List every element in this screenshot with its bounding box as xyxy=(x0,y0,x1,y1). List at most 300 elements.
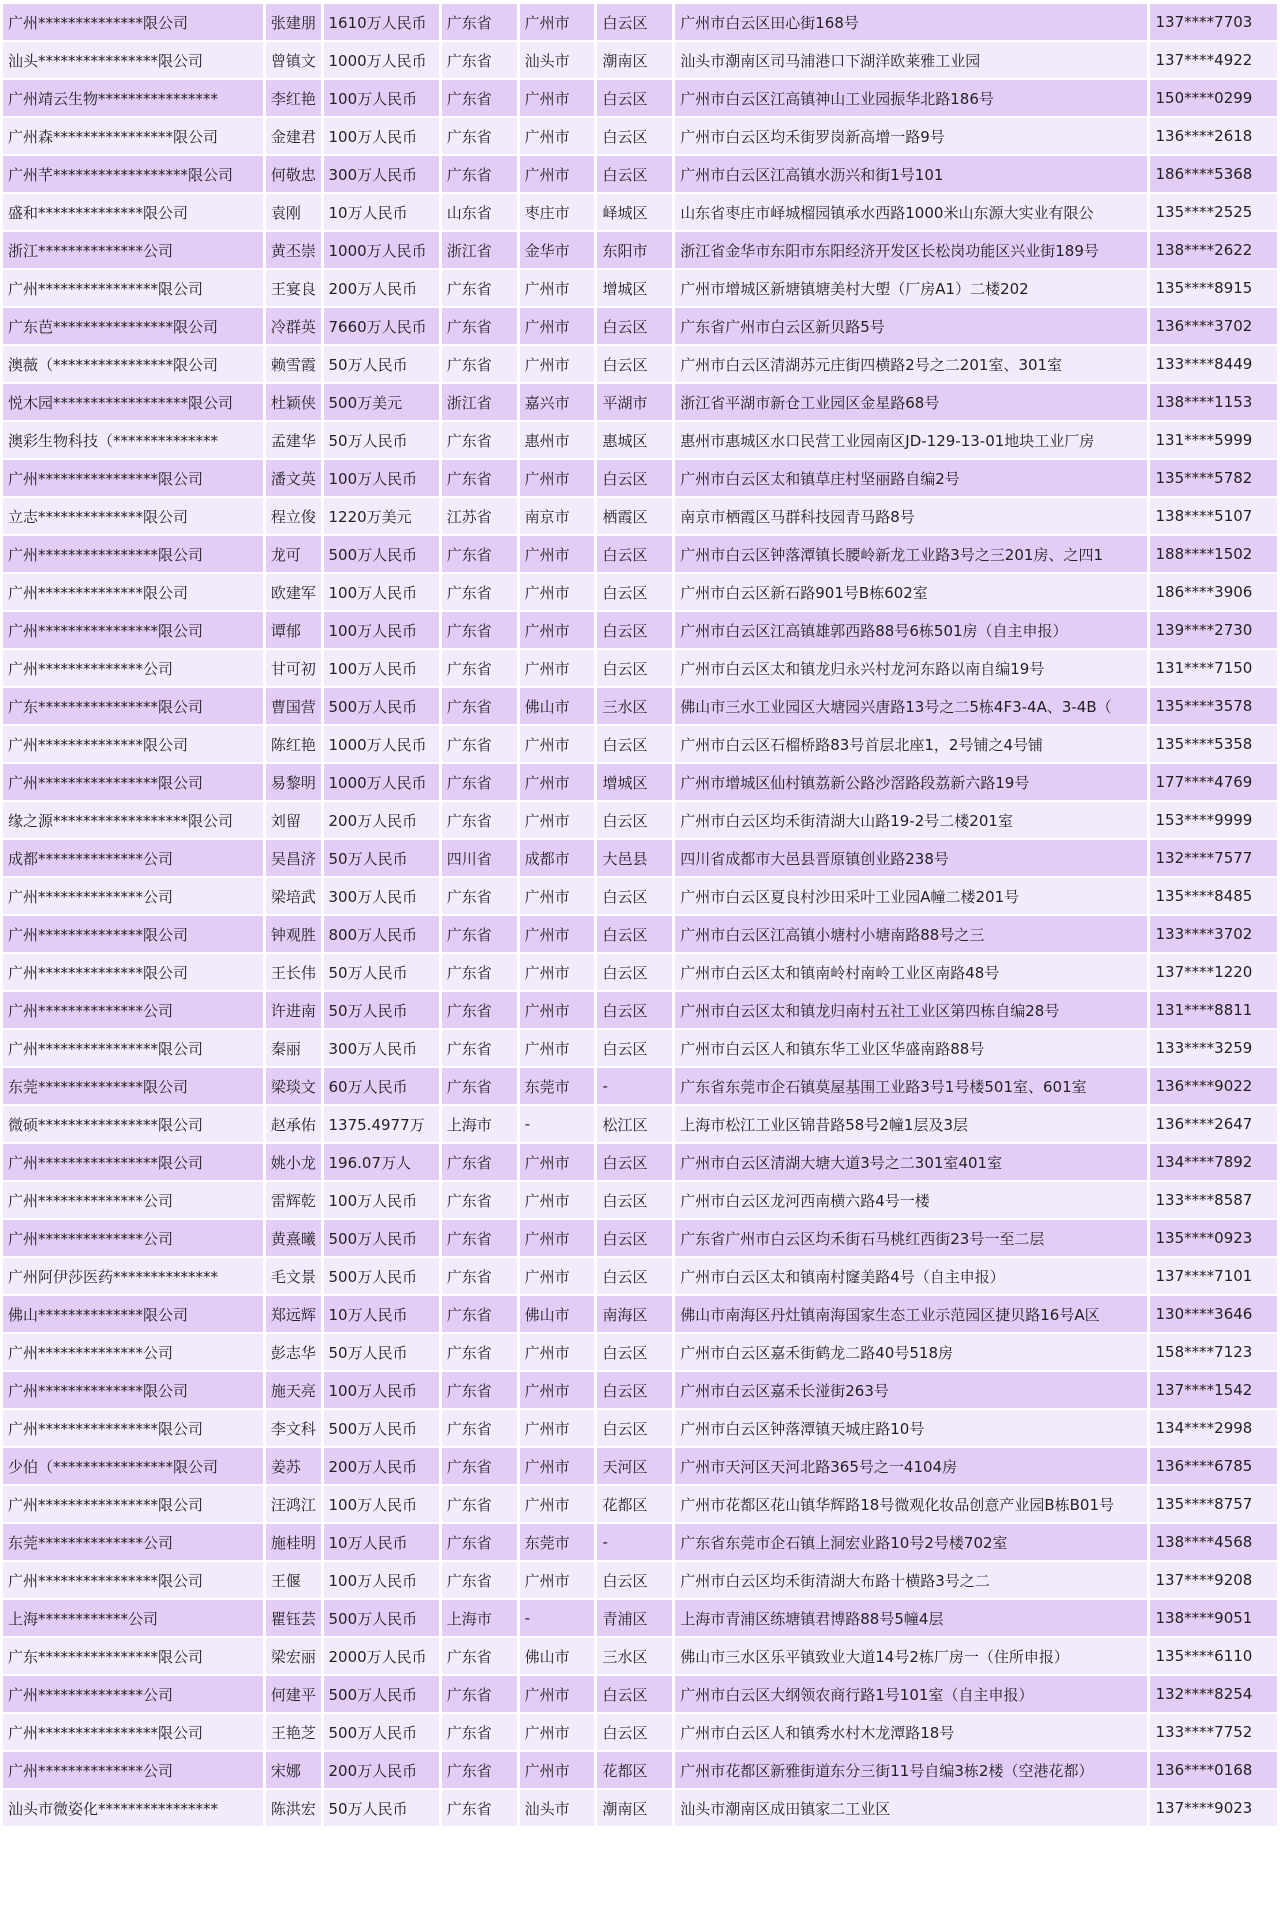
city-cell: 广州市 xyxy=(520,574,595,612)
registered-capital-cell: 1610万人民币 xyxy=(324,4,439,42)
address-cell: 广州市白云区新石路901号B栋602室 xyxy=(675,574,1146,612)
city-cell: 广州市 xyxy=(520,1220,595,1258)
table-row xyxy=(3,1638,1277,1676)
city-cell: 广州市 xyxy=(520,650,595,688)
district-cell: 白云区 xyxy=(597,1676,672,1714)
city-cell: 佛山市 xyxy=(520,688,595,726)
district-cell: 白云区 xyxy=(597,346,672,384)
registered-capital-cell: 100万人民币 xyxy=(324,1486,439,1524)
city-cell: 广州市 xyxy=(520,1334,595,1372)
registered-capital-cell: 500万人民币 xyxy=(324,688,439,726)
city-cell: 汕头市 xyxy=(520,1790,595,1828)
province-cell: 广东省 xyxy=(442,1068,517,1106)
registered-capital-cell: 300万人民币 xyxy=(324,878,439,916)
registered-capital-cell: 1220万美元 xyxy=(324,498,439,536)
contact-person-cell: 瞿钰芸 xyxy=(266,1600,321,1638)
province-cell: 广东省 xyxy=(442,1372,517,1410)
contact-person-cell: 梁琰文 xyxy=(266,1068,321,1106)
company-cell: 成都**************公司 xyxy=(3,840,263,878)
province-cell: 广东省 xyxy=(442,1258,517,1296)
table-row xyxy=(3,232,1277,270)
contact-person-cell: 施桂明 xyxy=(266,1524,321,1562)
contact-person-cell: 袁刚 xyxy=(266,194,321,232)
phone-cell: 136****3702 xyxy=(1150,308,1277,346)
contact-person-cell: 毛文景 xyxy=(266,1258,321,1296)
phone-cell: 137****1542 xyxy=(1150,1372,1277,1410)
city-cell: 汕头市 xyxy=(520,42,595,80)
city-cell: 广州市 xyxy=(520,1752,595,1790)
address-cell: 广州市白云区太和镇龙归南村五社工业区第四栋自编28号 xyxy=(675,992,1146,1030)
address-cell: 广州市白云区清湖苏元庄街四横路2号之二201室、301室 xyxy=(675,346,1146,384)
company-cell: 广州**************公司 xyxy=(3,1334,263,1372)
district-cell: 青浦区 xyxy=(597,1600,672,1638)
district-cell: 白云区 xyxy=(597,536,672,574)
address-cell: 佛山市三水工业园区大塘园兴唐路13号之二5栋4F3-4A、3-4B（ xyxy=(675,688,1146,726)
registered-capital-cell: 50万人民币 xyxy=(324,1790,439,1828)
table-row xyxy=(3,1106,1277,1144)
address-cell: 广州市白云区人和镇东华工业区华盛南路88号 xyxy=(675,1030,1146,1068)
company-cell: 少伯（****************限公司 xyxy=(3,1448,263,1486)
phone-cell: 131****7150 xyxy=(1150,650,1277,688)
registered-capital-cell: 50万人民币 xyxy=(324,422,439,460)
contact-person-cell: 黄丕崇 xyxy=(266,232,321,270)
province-cell: 广东省 xyxy=(442,1448,517,1486)
district-cell: 白云区 xyxy=(597,878,672,916)
province-cell: 广东省 xyxy=(442,4,517,42)
address-cell: 广东省东莞市企石镇莫屋基围工业路3号1号楼501室、601室 xyxy=(675,1068,1146,1106)
company-cell: 广州**************公司 xyxy=(3,878,263,916)
address-cell: 广州市白云区龙河西南横六路4号一楼 xyxy=(675,1182,1146,1220)
registered-capital-cell: 1000万人民币 xyxy=(324,232,439,270)
address-cell: 广州市白云区江高镇水沥兴和街1号101 xyxy=(675,156,1146,194)
city-cell: 广州市 xyxy=(520,346,595,384)
table-row xyxy=(3,460,1277,498)
registered-capital-cell: 500万美元 xyxy=(324,384,439,422)
company-cell: 广州****************限公司 xyxy=(3,1030,263,1068)
table-row xyxy=(3,384,1277,422)
city-cell: 广州市 xyxy=(520,954,595,992)
phone-cell: 136****2618 xyxy=(1150,118,1277,156)
phone-cell: 136****6785 xyxy=(1150,1448,1277,1486)
contact-person-cell: 冷群英 xyxy=(266,308,321,346)
company-cell: 广州****************限公司 xyxy=(3,1144,263,1182)
contact-person-cell: 赖雪霞 xyxy=(266,346,321,384)
province-cell: 广东省 xyxy=(442,916,517,954)
company-cell: 澳薇（****************限公司 xyxy=(3,346,263,384)
province-cell: 广东省 xyxy=(442,460,517,498)
phone-cell: 133****7752 xyxy=(1150,1714,1277,1752)
city-cell: 东莞市 xyxy=(520,1524,595,1562)
phone-cell: 135****3578 xyxy=(1150,688,1277,726)
district-cell: 白云区 xyxy=(597,1220,672,1258)
city-cell: 广州市 xyxy=(520,1030,595,1068)
registered-capital-cell: 300万人民币 xyxy=(324,156,439,194)
contact-person-cell: 孟建华 xyxy=(266,422,321,460)
province-cell: 广东省 xyxy=(442,1752,517,1790)
address-cell: 浙江省金华市东阳市东阳经济开发区长松岗功能区兴业街189号 xyxy=(675,232,1146,270)
registered-capital-cell: 500万人民币 xyxy=(324,1600,439,1638)
registered-capital-cell: 100万人民币 xyxy=(324,1182,439,1220)
registered-capital-cell: 10万人民币 xyxy=(324,1296,439,1334)
company-cell: 上海************公司 xyxy=(3,1600,263,1638)
district-cell: 峄城区 xyxy=(597,194,672,232)
city-cell: 佛山市 xyxy=(520,1296,595,1334)
contact-person-cell: 金建君 xyxy=(266,118,321,156)
address-cell: 广州市白云区田心街168号 xyxy=(675,4,1146,42)
company-cell: 汕头****************限公司 xyxy=(3,42,263,80)
district-cell: 潮南区 xyxy=(597,42,672,80)
address-cell: 广州市白云区夏良村沙田采叶工业园A幢二楼201号 xyxy=(675,878,1146,916)
address-cell: 广州市增城区仙村镇荔新公路沙滘路段荔新六路19号 xyxy=(675,764,1146,802)
district-cell: 白云区 xyxy=(597,650,672,688)
contact-person-cell: 刘留 xyxy=(266,802,321,840)
phone-cell: 134****2998 xyxy=(1150,1410,1277,1448)
company-cell: 广东芭****************限公司 xyxy=(3,308,263,346)
district-cell: 花都区 xyxy=(597,1486,672,1524)
district-cell: 白云区 xyxy=(597,1714,672,1752)
province-cell: 广东省 xyxy=(442,1790,517,1828)
address-cell: 广州市白云区太和镇南村窿美路4号（自主申报） xyxy=(675,1258,1146,1296)
province-cell: 广东省 xyxy=(442,954,517,992)
address-cell: 广东省东莞市企石镇上洞宏业路10号2号楼702室 xyxy=(675,1524,1146,1562)
registered-capital-cell: 500万人民币 xyxy=(324,1220,439,1258)
province-cell: 广东省 xyxy=(442,118,517,156)
contact-person-cell: 曹国营 xyxy=(266,688,321,726)
city-cell: 广州市 xyxy=(520,270,595,308)
company-cell: 广州**************限公司 xyxy=(3,1372,263,1410)
table-row xyxy=(3,1562,1277,1600)
city-cell: 佛山市 xyxy=(520,1638,595,1676)
city-cell: 广州市 xyxy=(520,726,595,764)
contact-person-cell: 张建朋 xyxy=(266,4,321,42)
city-cell: 广州市 xyxy=(520,156,595,194)
table-row xyxy=(3,4,1277,42)
phone-cell: 138****4568 xyxy=(1150,1524,1277,1562)
company-cell: 缘之源******************限公司 xyxy=(3,802,263,840)
company-cell: 悦木园******************限公司 xyxy=(3,384,263,422)
address-cell: 广州市白云区石榴桥路83号首层北座1，2号铺之4号铺 xyxy=(675,726,1146,764)
table-row xyxy=(3,612,1277,650)
city-cell: 广州市 xyxy=(520,1258,595,1296)
company-cell: 广州**************限公司 xyxy=(3,954,263,992)
province-cell: 山东省 xyxy=(442,194,517,232)
table-row xyxy=(3,1486,1277,1524)
phone-cell: 186****3906 xyxy=(1150,574,1277,612)
city-cell: 广州市 xyxy=(520,80,595,118)
district-cell: - xyxy=(597,1524,672,1562)
phone-cell: 132****7577 xyxy=(1150,840,1277,878)
phone-cell: 137****9208 xyxy=(1150,1562,1277,1600)
company-cell: 佛山**************限公司 xyxy=(3,1296,263,1334)
province-cell: 广东省 xyxy=(442,574,517,612)
company-cell: 广州****************限公司 xyxy=(3,612,263,650)
phone-cell: 137****7101 xyxy=(1150,1258,1277,1296)
contact-person-cell: 陈洪宏 xyxy=(266,1790,321,1828)
table-row xyxy=(3,840,1277,878)
phone-cell: 137****9023 xyxy=(1150,1790,1277,1828)
contact-person-cell: 曾镇文 xyxy=(266,42,321,80)
address-cell: 广州市白云区江高镇小塘村小塘南路88号之三 xyxy=(675,916,1146,954)
contact-person-cell: 王宴良 xyxy=(266,270,321,308)
phone-cell: 139****2730 xyxy=(1150,612,1277,650)
table-row xyxy=(3,1030,1277,1068)
table-row xyxy=(3,764,1277,802)
contact-person-cell: 宋娜 xyxy=(266,1752,321,1790)
table-row xyxy=(3,498,1277,536)
registered-capital-cell: 10万人民币 xyxy=(324,194,439,232)
table-row xyxy=(3,1068,1277,1106)
province-cell: 广东省 xyxy=(442,688,517,726)
city-cell: 广州市 xyxy=(520,460,595,498)
contact-person-cell: 陈红艳 xyxy=(266,726,321,764)
contact-person-cell: 程立俊 xyxy=(266,498,321,536)
registered-capital-cell: 196.07万人 xyxy=(324,1144,439,1182)
phone-cell: 188****1502 xyxy=(1150,536,1277,574)
district-cell: 白云区 xyxy=(597,954,672,992)
registered-capital-cell: 1000万人民币 xyxy=(324,42,439,80)
registered-capital-cell: 500万人民币 xyxy=(324,536,439,574)
contact-person-cell: 彭志华 xyxy=(266,1334,321,1372)
address-cell: 广州市白云区大纲领农商行路1号101室（自主申报） xyxy=(675,1676,1146,1714)
contact-person-cell: 许进南 xyxy=(266,992,321,1030)
address-cell: 南京市栖霞区马群科技园青马路8号 xyxy=(675,498,1146,536)
registered-capital-cell: 100万人民币 xyxy=(324,1562,439,1600)
contact-person-cell: 王艳芝 xyxy=(266,1714,321,1752)
address-cell: 广州市白云区均禾街罗岗新高增一路9号 xyxy=(675,118,1146,156)
table-row xyxy=(3,1600,1277,1638)
address-cell: 广州市白云区太和镇龙归永兴村龙河东路以南自编19号 xyxy=(675,650,1146,688)
registered-capital-cell: 1375.4977万 xyxy=(324,1106,439,1144)
city-cell: 成都市 xyxy=(520,840,595,878)
registered-capital-cell: 200万人民币 xyxy=(324,1448,439,1486)
contact-person-cell: 王长伟 xyxy=(266,954,321,992)
district-cell: 白云区 xyxy=(597,1182,672,1220)
city-cell: 广州市 xyxy=(520,1182,595,1220)
table-row xyxy=(3,536,1277,574)
district-cell: 白云区 xyxy=(597,726,672,764)
phone-cell: 137****1220 xyxy=(1150,954,1277,992)
company-cell: 东莞**************限公司 xyxy=(3,1068,263,1106)
contact-person-cell: 郑远辉 xyxy=(266,1296,321,1334)
company-cell: 广州**************公司 xyxy=(3,650,263,688)
province-cell: 四川省 xyxy=(442,840,517,878)
province-cell: 广东省 xyxy=(442,270,517,308)
contact-person-cell: 雷辉乾 xyxy=(266,1182,321,1220)
table-row xyxy=(3,1144,1277,1182)
province-cell: 广东省 xyxy=(442,802,517,840)
city-cell: 广州市 xyxy=(520,764,595,802)
province-cell: 广东省 xyxy=(442,612,517,650)
registered-capital-cell: 60万人民币 xyxy=(324,1068,439,1106)
company-cell: 广州**************限公司 xyxy=(3,4,263,42)
address-cell: 四川省成都市大邑县晋原镇创业路238号 xyxy=(675,840,1146,878)
contact-person-cell: 王偃 xyxy=(266,1562,321,1600)
city-cell: 惠州市 xyxy=(520,422,595,460)
province-cell: 广东省 xyxy=(442,346,517,384)
address-cell: 广州市花都区花山镇华辉路18号微观化妆品创意产业园B栋B01号 xyxy=(675,1486,1146,1524)
phone-cell: 133****8587 xyxy=(1150,1182,1277,1220)
province-cell: 广东省 xyxy=(442,992,517,1030)
phone-cell: 135****6110 xyxy=(1150,1638,1277,1676)
province-cell: 广东省 xyxy=(442,1144,517,1182)
address-cell: 广东省广州市白云区新贝路5号 xyxy=(675,308,1146,346)
phone-cell: 135****5782 xyxy=(1150,460,1277,498)
registered-capital-cell: 100万人民币 xyxy=(324,118,439,156)
district-cell: 白云区 xyxy=(597,80,672,118)
registered-capital-cell: 500万人民币 xyxy=(324,1258,439,1296)
district-cell: 白云区 xyxy=(597,1144,672,1182)
company-records-table xyxy=(0,4,1280,1828)
registered-capital-cell: 7660万人民币 xyxy=(324,308,439,346)
phone-cell: 137****7703 xyxy=(1150,4,1277,42)
phone-cell: 138****9051 xyxy=(1150,1600,1277,1638)
province-cell: 广东省 xyxy=(442,764,517,802)
contact-person-cell: 甘可初 xyxy=(266,650,321,688)
district-cell: 天河区 xyxy=(597,1448,672,1486)
table-row xyxy=(3,118,1277,156)
company-cell: 微硕****************限公司 xyxy=(3,1106,263,1144)
district-cell: 潮南区 xyxy=(597,1790,672,1828)
address-cell: 广州市花都区新雅街道东分三街11号自编3栋2楼（空港花都） xyxy=(675,1752,1146,1790)
phone-cell: 134****7892 xyxy=(1150,1144,1277,1182)
province-cell: 广东省 xyxy=(442,536,517,574)
registered-capital-cell: 50万人民币 xyxy=(324,346,439,384)
registered-capital-cell: 100万人民币 xyxy=(324,650,439,688)
company-cell: 广州**************公司 xyxy=(3,1220,263,1258)
district-cell: 白云区 xyxy=(597,156,672,194)
address-cell: 广州市白云区嘉禾街鹤龙二路40号518房 xyxy=(675,1334,1146,1372)
address-cell: 上海市青浦区练塘镇君博路88号5幢4层 xyxy=(675,1600,1146,1638)
table-row xyxy=(3,1448,1277,1486)
city-cell: 广州市 xyxy=(520,536,595,574)
district-cell: 白云区 xyxy=(597,916,672,954)
phone-cell: 186****5368 xyxy=(1150,156,1277,194)
registered-capital-cell: 10万人民币 xyxy=(324,1524,439,1562)
contact-person-cell: 姜苏 xyxy=(266,1448,321,1486)
city-cell: 广州市 xyxy=(520,118,595,156)
district-cell: 平湖市 xyxy=(597,384,672,422)
city-cell: 广州市 xyxy=(520,1144,595,1182)
city-cell: 广州市 xyxy=(520,612,595,650)
company-cell: 浙江**************公司 xyxy=(3,232,263,270)
phone-cell: 133****3259 xyxy=(1150,1030,1277,1068)
address-cell: 山东省枣庄市峄城榴园镇承水西路1000米山东源大实业有限公 xyxy=(675,194,1146,232)
contact-person-cell: 施天亮 xyxy=(266,1372,321,1410)
registered-capital-cell: 100万人民币 xyxy=(324,1372,439,1410)
province-cell: 广东省 xyxy=(442,1220,517,1258)
address-cell: 上海市松江工业区锦昔路58号2幢1层及3层 xyxy=(675,1106,1146,1144)
table-row xyxy=(3,422,1277,460)
phone-cell: 150****0299 xyxy=(1150,80,1277,118)
province-cell: 广东省 xyxy=(442,1524,517,1562)
province-cell: 广东省 xyxy=(442,1486,517,1524)
company-cell: 广州****************限公司 xyxy=(3,1562,263,1600)
registered-capital-cell: 100万人民币 xyxy=(324,574,439,612)
contact-person-cell: 黄熹曦 xyxy=(266,1220,321,1258)
phone-cell: 153****9999 xyxy=(1150,802,1277,840)
district-cell: 白云区 xyxy=(597,1030,672,1068)
district-cell: 栖霞区 xyxy=(597,498,672,536)
district-cell: 白云区 xyxy=(597,1258,672,1296)
province-cell: 广东省 xyxy=(442,308,517,346)
city-cell: 广州市 xyxy=(520,1372,595,1410)
phone-cell: 135****2525 xyxy=(1150,194,1277,232)
address-cell: 汕头市潮南区成田镇家二工业区 xyxy=(675,1790,1146,1828)
company-cell: 广东****************限公司 xyxy=(3,1638,263,1676)
table-row xyxy=(3,1410,1277,1448)
address-cell: 广州市白云区钟落潭镇长腰岭新龙工业路3号之三201房、之四1 xyxy=(675,536,1146,574)
contact-person-cell: 潘文英 xyxy=(266,460,321,498)
table-row xyxy=(3,802,1277,840)
registered-capital-cell: 1000万人民币 xyxy=(324,726,439,764)
contact-person-cell: 梁培武 xyxy=(266,878,321,916)
table-row xyxy=(3,1676,1277,1714)
registered-capital-cell: 500万人民币 xyxy=(324,1410,439,1448)
address-cell: 广州市白云区太和镇南岭村南岭工业区南路48号 xyxy=(675,954,1146,992)
city-cell: 嘉兴市 xyxy=(520,384,595,422)
district-cell: 白云区 xyxy=(597,992,672,1030)
table-row xyxy=(3,156,1277,194)
city-cell: 广州市 xyxy=(520,1448,595,1486)
table-row xyxy=(3,878,1277,916)
province-cell: 广东省 xyxy=(442,1296,517,1334)
district-cell: 白云区 xyxy=(597,4,672,42)
province-cell: 广东省 xyxy=(442,42,517,80)
table-row xyxy=(3,916,1277,954)
table-row xyxy=(3,1524,1277,1562)
district-cell: 松江区 xyxy=(597,1106,672,1144)
registered-capital-cell: 100万人民币 xyxy=(324,80,439,118)
company-cell: 广州****************限公司 xyxy=(3,270,263,308)
city-cell: 东莞市 xyxy=(520,1068,595,1106)
address-cell: 广州市增城区新塘镇塘美村大塱（厂房A1）二楼202 xyxy=(675,270,1146,308)
city-cell: 广州市 xyxy=(520,1676,595,1714)
contact-person-cell: 吴昌济 xyxy=(266,840,321,878)
province-cell: 上海市 xyxy=(442,1106,517,1144)
district-cell: - xyxy=(597,1068,672,1106)
contact-person-cell: 赵承佑 xyxy=(266,1106,321,1144)
city-cell: - xyxy=(520,1106,595,1144)
company-cell: 广州**************公司 xyxy=(3,1182,263,1220)
registered-capital-cell: 200万人民币 xyxy=(324,1752,439,1790)
phone-cell: 135****0923 xyxy=(1150,1220,1277,1258)
city-cell: 广州市 xyxy=(520,1562,595,1600)
table-row xyxy=(3,992,1277,1030)
table-row xyxy=(3,650,1277,688)
table-row xyxy=(3,1258,1277,1296)
province-cell: 浙江省 xyxy=(442,384,517,422)
registered-capital-cell: 50万人民币 xyxy=(324,840,439,878)
district-cell: 南海区 xyxy=(597,1296,672,1334)
contact-person-cell: 何敬忠 xyxy=(266,156,321,194)
province-cell: 广东省 xyxy=(442,80,517,118)
registered-capital-cell: 100万人民币 xyxy=(324,460,439,498)
district-cell: 白云区 xyxy=(597,574,672,612)
contact-person-cell: 何建平 xyxy=(266,1676,321,1714)
city-cell: 广州市 xyxy=(520,1486,595,1524)
table-row xyxy=(3,1790,1277,1828)
address-cell: 广州市天河区天河北路365号之一4104房 xyxy=(675,1448,1146,1486)
phone-cell: 133****3702 xyxy=(1150,916,1277,954)
address-cell: 汕头市潮南区司马浦港口下湖洋欧莱雅工业园 xyxy=(675,42,1146,80)
company-cell: 广州**************公司 xyxy=(3,1676,263,1714)
company-cell: 广州**************公司 xyxy=(3,1752,263,1790)
company-cell: 立志**************限公司 xyxy=(3,498,263,536)
address-cell: 广州市白云区均禾街清湖大山路19-2号二楼201室 xyxy=(675,802,1146,840)
district-cell: 白云区 xyxy=(597,1410,672,1448)
registered-capital-cell: 100万人民币 xyxy=(324,612,439,650)
contact-person-cell: 钟观胜 xyxy=(266,916,321,954)
